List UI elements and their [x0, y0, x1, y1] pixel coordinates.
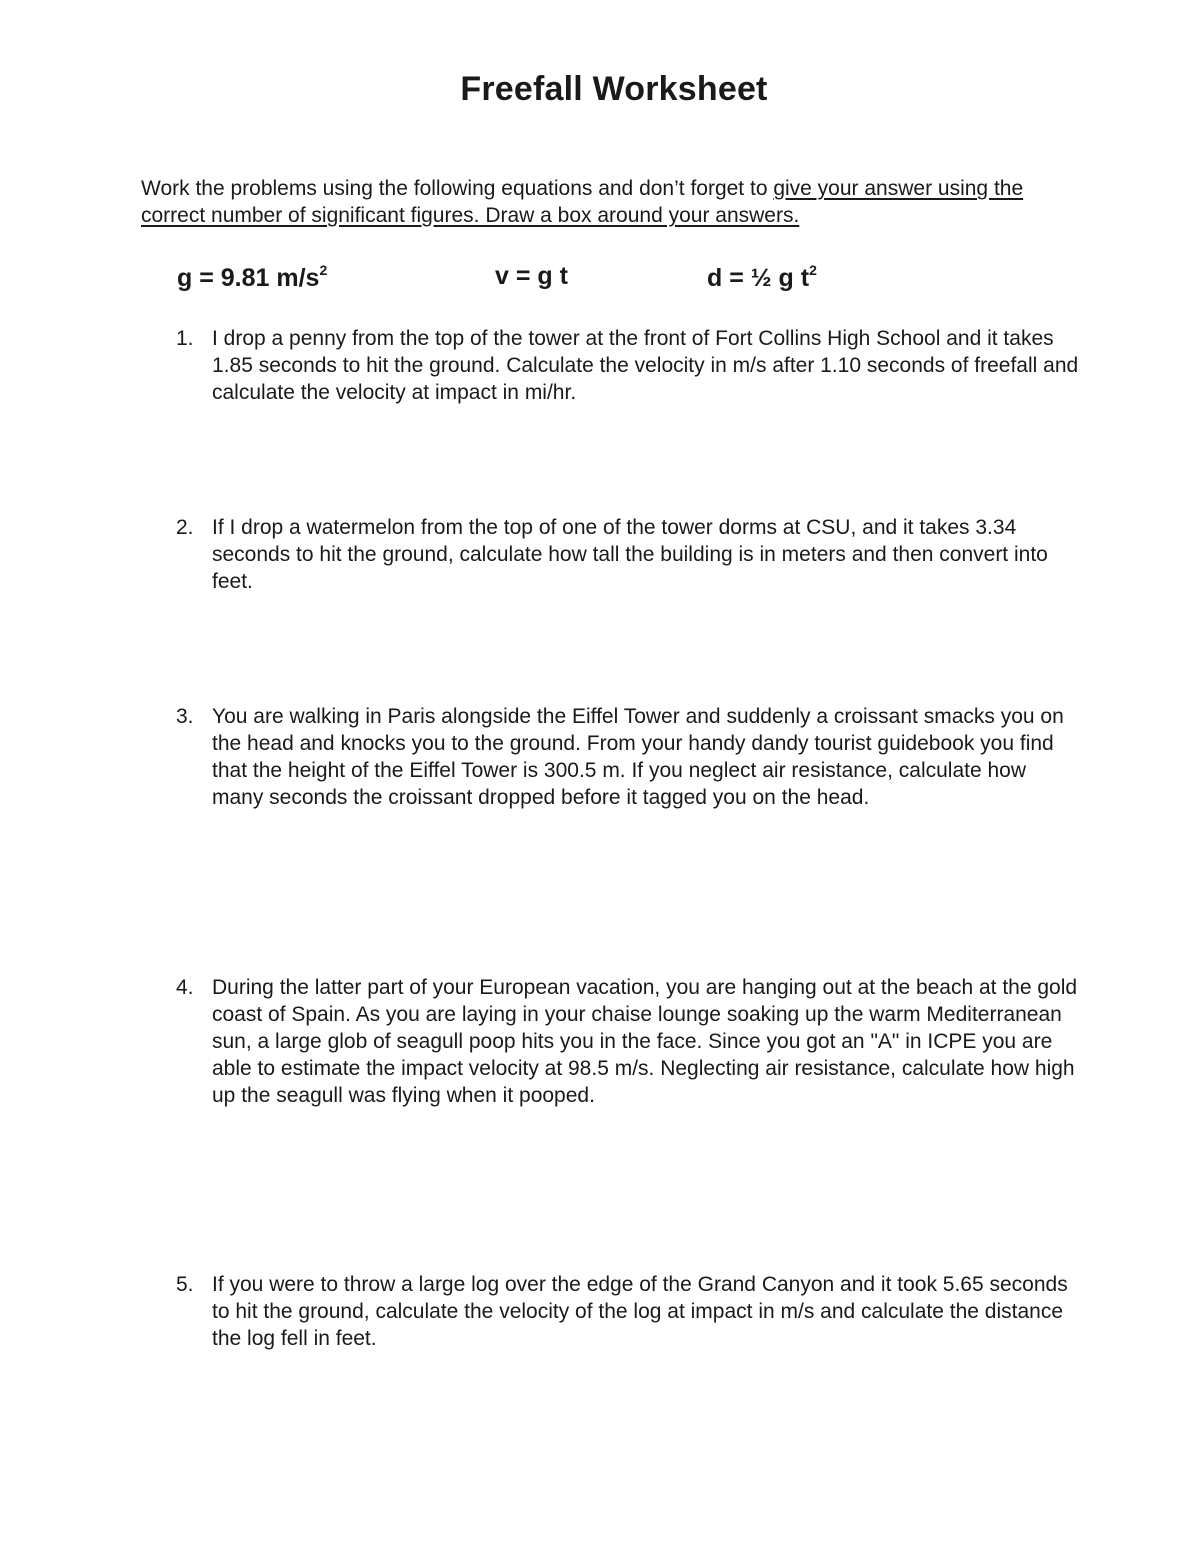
equation-distance-text: d = ½ g t [707, 264, 810, 292]
problem-number: 3. [176, 705, 194, 728]
equation-velocity [495, 262, 568, 291]
equation-gravity [177, 262, 327, 293]
equation-gravity-text: g = 9.81 m/s [177, 264, 320, 292]
problem-text: During the latter part of your European vacation, you are hanging out at the beach at the gold coast of Spain. As you are laying in your chaise lounge soaking up the warm Mediterranean sun, a large glob of seagull poop hits you in the face. Since you got an "A" in ICPE you are able to estimate the impact velocity at 98.5 m/s. Neglecting air resistance, calculate how high up the seagull was flying when it pooped. [212, 976, 1078, 1107]
page-title: Freefall Worksheet [460, 70, 768, 108]
instructions-text: Work the problems using the following equations and don’t forget to [141, 177, 774, 200]
instructions [141, 175, 1061, 229]
problem-number: 1. [176, 327, 194, 350]
problem-number: 4. [176, 976, 194, 999]
problem-number: 2. [176, 516, 194, 539]
equation-gravity-exponent: 2 [319, 262, 328, 278]
equation-distance-exponent: 2 [809, 262, 817, 278]
problem-text: You are walking in Paris alongside the Eiffel Tower and suddenly a croissant smacks you on the head and knocks you to the ground. From your handy dandy tourist guidebook you find that the height of the Eiffel Tower is 300.5 m. If you neglect air resistance, calculate how many seconds the croissant dropped before it tagged you on the head. [212, 705, 1064, 809]
equation-velocity-text: v = g t [495, 262, 568, 290]
equations-row [0, 262, 1200, 296]
equation-distance [707, 262, 817, 293]
problem-text: I drop a penny from the top of the tower at the front of Fort Collins High School and it takes 1.85 seconds to hit the ground. Calculate the velocity in m/s after 1.10 seconds of freefall and calculate the velocity at impact in mi/hr. [212, 327, 1079, 404]
instructions-underlined-text: give your answer using the correct number of significant figures. Draw a box around your answers. [141, 177, 1024, 227]
problem-number: 5. [176, 1273, 194, 1296]
problem-text: If you were to throw a large log over the edge of the Grand Canyon and it took 5.65 seconds to hit the ground, calculate the velocity of the log at impact in m/s and calculate the distance the log fell in feet. [212, 1273, 1068, 1350]
problem-text: If I drop a watermelon from the top of one of the tower dorms at CSU, and it takes 3.34 seconds to hit the ground, calculate how tall the building is in meters and then convert into feet. [212, 516, 1048, 593]
